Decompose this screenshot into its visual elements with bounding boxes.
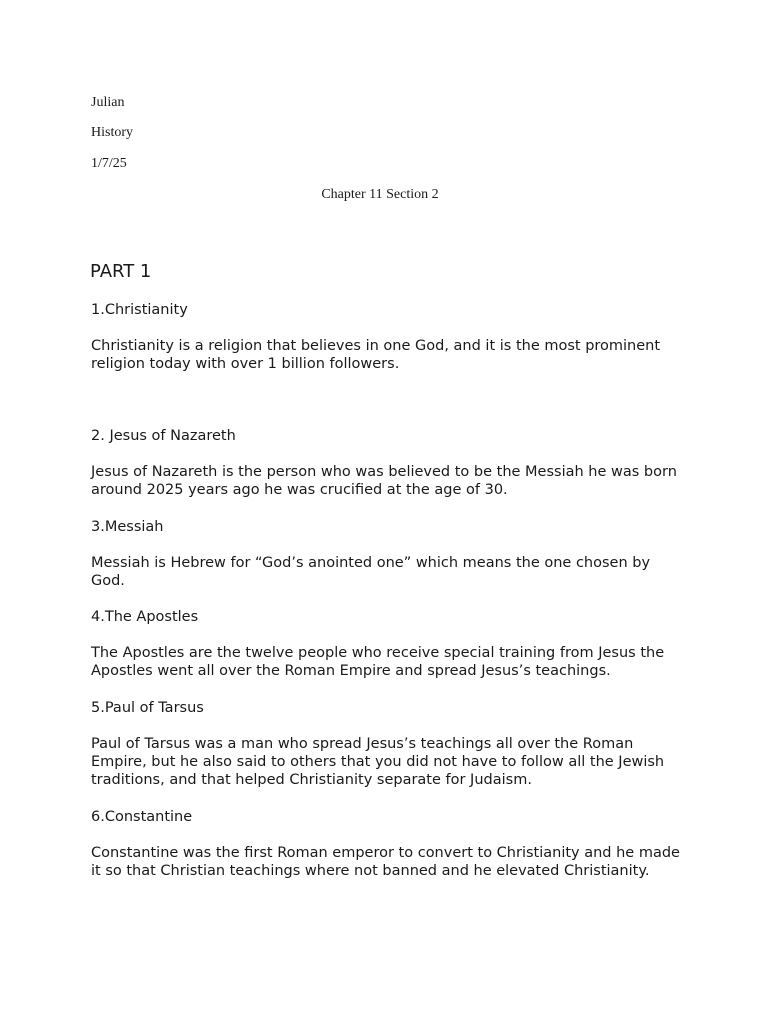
term-heading: 2. Jesus of Nazareth — [91, 428, 236, 444]
part-heading: PART 1 — [90, 261, 152, 282]
term-definition: Paul of Tarsus was a man who spread Jesus’s teachings all over the Roman Empire, but he also said to others that you did not have to follow all the Jewish traditions, and that helped Christianity separate for Judaism. — [91, 736, 665, 788]
term-definition: Jesus of Nazareth is the person who was believed to be the Messiah he was born around 2025 years ago he was crucified at the age of 30. — [91, 464, 677, 498]
subject-line: History — [91, 125, 133, 140]
term-heading: 1.Christianity — [91, 302, 188, 318]
term-heading: 6.Constantine — [91, 809, 193, 825]
term-definition: Constantine was the first Roman emperor to convert to Christianity and he made it so that Christian teachings where not banned and he elevated Christianity. — [91, 845, 680, 879]
term-definition: The Apostles are the twelve people who receive special training from Jesus the Apostles went all over the Roman Empire and spread Jesus’s teachings. — [91, 645, 665, 679]
date-line: 1/7/25 — [91, 156, 127, 171]
author-name: Julian — [91, 95, 125, 110]
term-definition: Christianity is a religion that believes in one God, and it is the most prominent religion today with over 1 billion followers. — [91, 338, 661, 372]
term-definition: Messiah is Hebrew for “God’s anointed one” which means the one chosen by God. — [91, 555, 651, 589]
term-heading: 4.The Apostles — [91, 609, 199, 625]
term-heading: 3.Messiah — [91, 519, 164, 535]
term-heading: 5.Paul of Tarsus — [91, 700, 204, 716]
document-title: Chapter 11 Section 2 — [321, 187, 439, 202]
